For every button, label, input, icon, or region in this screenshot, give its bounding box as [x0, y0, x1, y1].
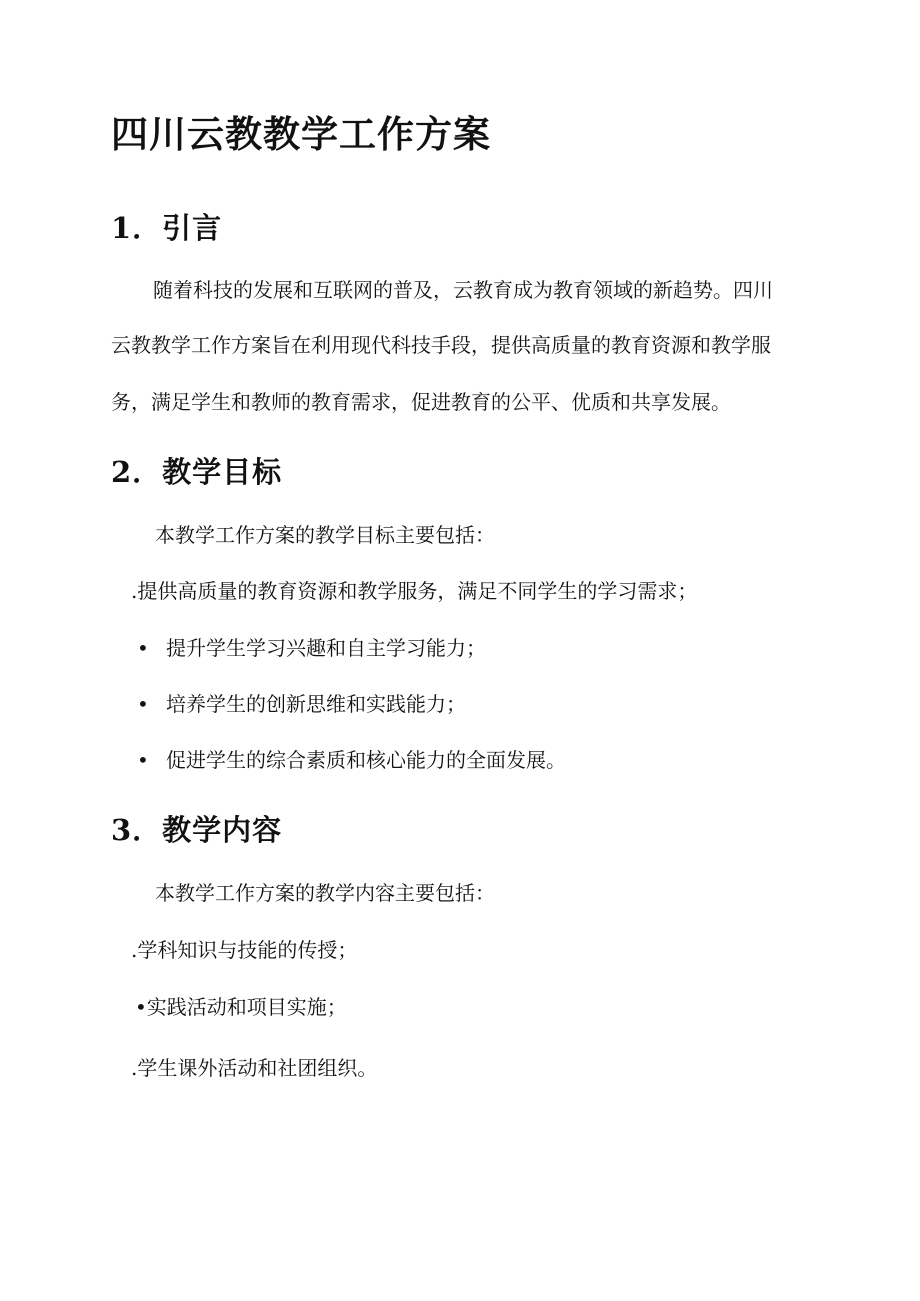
- list-item: .学生课外活动和社团组织。: [131, 1056, 378, 1080]
- section-heading-introduction: 1．引言: [111, 211, 223, 245]
- section-heading-content: 3．教学内容: [111, 813, 283, 847]
- bullet-marker: •: [137, 692, 149, 716]
- list-item: 提升学生学习兴趣和自主学习能力；: [166, 636, 486, 660]
- list-item: 促进学生的综合素质和核心能力的全面发展。: [166, 748, 566, 772]
- list-item: .学科知识与技能的传授；: [131, 938, 358, 962]
- section-intro: 本教学工作方案的教学目标主要包括：: [155, 523, 495, 547]
- bullet-marker: •: [137, 636, 149, 660]
- list-item: •实践活动和项目实施；: [135, 995, 347, 1019]
- document-title: 四川云教教学工作方案: [111, 112, 491, 156]
- section-heading-goals: 2．教学目标: [111, 455, 283, 489]
- paragraph-line: 云教教学工作方案旨在利用现代科技手段，提供高质量的教育资源和教学服: [111, 333, 771, 357]
- bullet-marker: •: [137, 748, 149, 772]
- section-intro: 本教学工作方案的教学内容主要包括：: [155, 881, 495, 905]
- list-item: 培养学生的创新思维和实践能力；: [166, 692, 466, 716]
- paragraph-line: 务，满足学生和教师的教育需求，促进教育的公平、优质和共享发展。: [111, 390, 731, 414]
- list-item: .提供高质量的教育资源和教学服务，满足不同学生的学习需求；: [131, 579, 698, 603]
- paragraph-line: 随着科技的发展和互联网的普及，云教育成为教育领域的新趋势。四川: [153, 278, 773, 302]
